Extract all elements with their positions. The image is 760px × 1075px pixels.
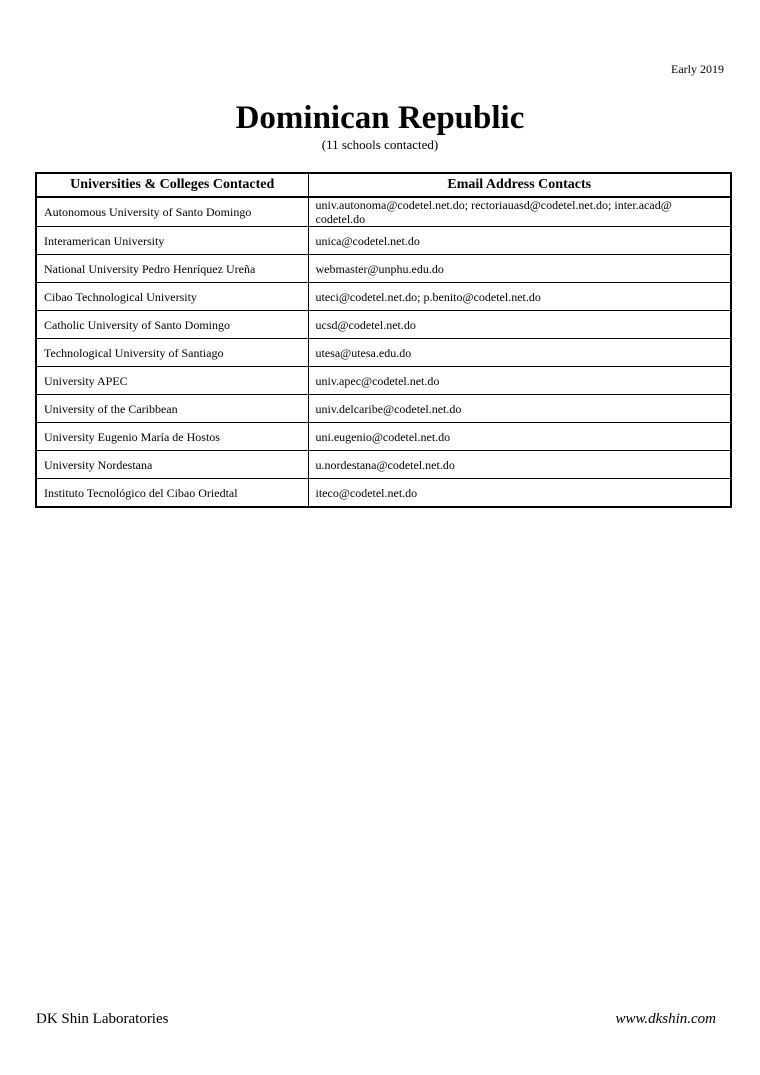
university-cell: Catholic University of Santo Domingo xyxy=(36,311,308,339)
university-cell: University of the Caribbean xyxy=(36,395,308,423)
email-cell: ucsd@codetel.net.do xyxy=(308,311,731,339)
footer-website: www.dkshin.com xyxy=(615,1011,716,1027)
university-cell: Interamerican University xyxy=(36,227,308,255)
email-cell: utesa@utesa.edu.do xyxy=(308,339,731,367)
email-cell: unica@codetel.net.do xyxy=(308,227,731,255)
table-row xyxy=(36,255,731,283)
email-cell: iteco@codetel.net.do xyxy=(308,479,731,508)
table-header-row xyxy=(36,173,731,197)
university-cell: University Eugenio María de Hostos xyxy=(36,423,308,451)
table-row xyxy=(36,339,731,367)
university-cell: University APEC xyxy=(36,367,308,395)
table-row xyxy=(36,479,731,508)
university-cell: National University Pedro Henríquez Ureña xyxy=(36,255,308,283)
university-cell: Cibao Technological University xyxy=(36,283,308,311)
email-cell: uni.eugenio@codetel.net.do xyxy=(308,423,731,451)
table-row xyxy=(36,395,731,423)
page-title: Dominican Republic xyxy=(235,100,525,136)
table-row xyxy=(36,311,731,339)
email-cell: u.nordestana@codetel.net.do xyxy=(308,451,731,479)
email-cell: univ.apec@codetel.net.do xyxy=(308,367,731,395)
page-subtitle: (11 schools contacted) xyxy=(321,137,439,152)
university-cell: Instituto Tecnológico del Cibao Oriedtal xyxy=(36,479,308,508)
table-row xyxy=(36,227,731,255)
university-cell: Technological University of Santiago xyxy=(36,339,308,367)
table-row xyxy=(36,197,731,227)
column-header-universities: Universities & Colleges Contacted xyxy=(36,173,308,197)
email-cell: uteci@codetel.net.do; p.benito@codetel.net.do xyxy=(308,283,731,311)
contacts-table xyxy=(35,172,732,508)
column-header-emails: Email Address Contacts xyxy=(308,173,731,197)
table-row xyxy=(36,367,731,395)
table-row xyxy=(36,451,731,479)
table-row xyxy=(36,423,731,451)
email-cell: univ.delcaribe@codetel.net.do xyxy=(308,395,731,423)
university-cell: Autonomous University of Santo Domingo xyxy=(36,197,308,227)
document-date: Early 2019 xyxy=(671,62,724,76)
table-row xyxy=(36,283,731,311)
university-cell: University Nordestana xyxy=(36,451,308,479)
email-cell: univ.autonoma@codetel.net.do; rectoriauasd@codetel.net.do; inter.acad@ codetel.do xyxy=(308,197,731,227)
footer-organization: DK Shin Laboratories xyxy=(36,1011,169,1027)
email-cell: webmaster@unphu.edu.do xyxy=(308,255,731,283)
